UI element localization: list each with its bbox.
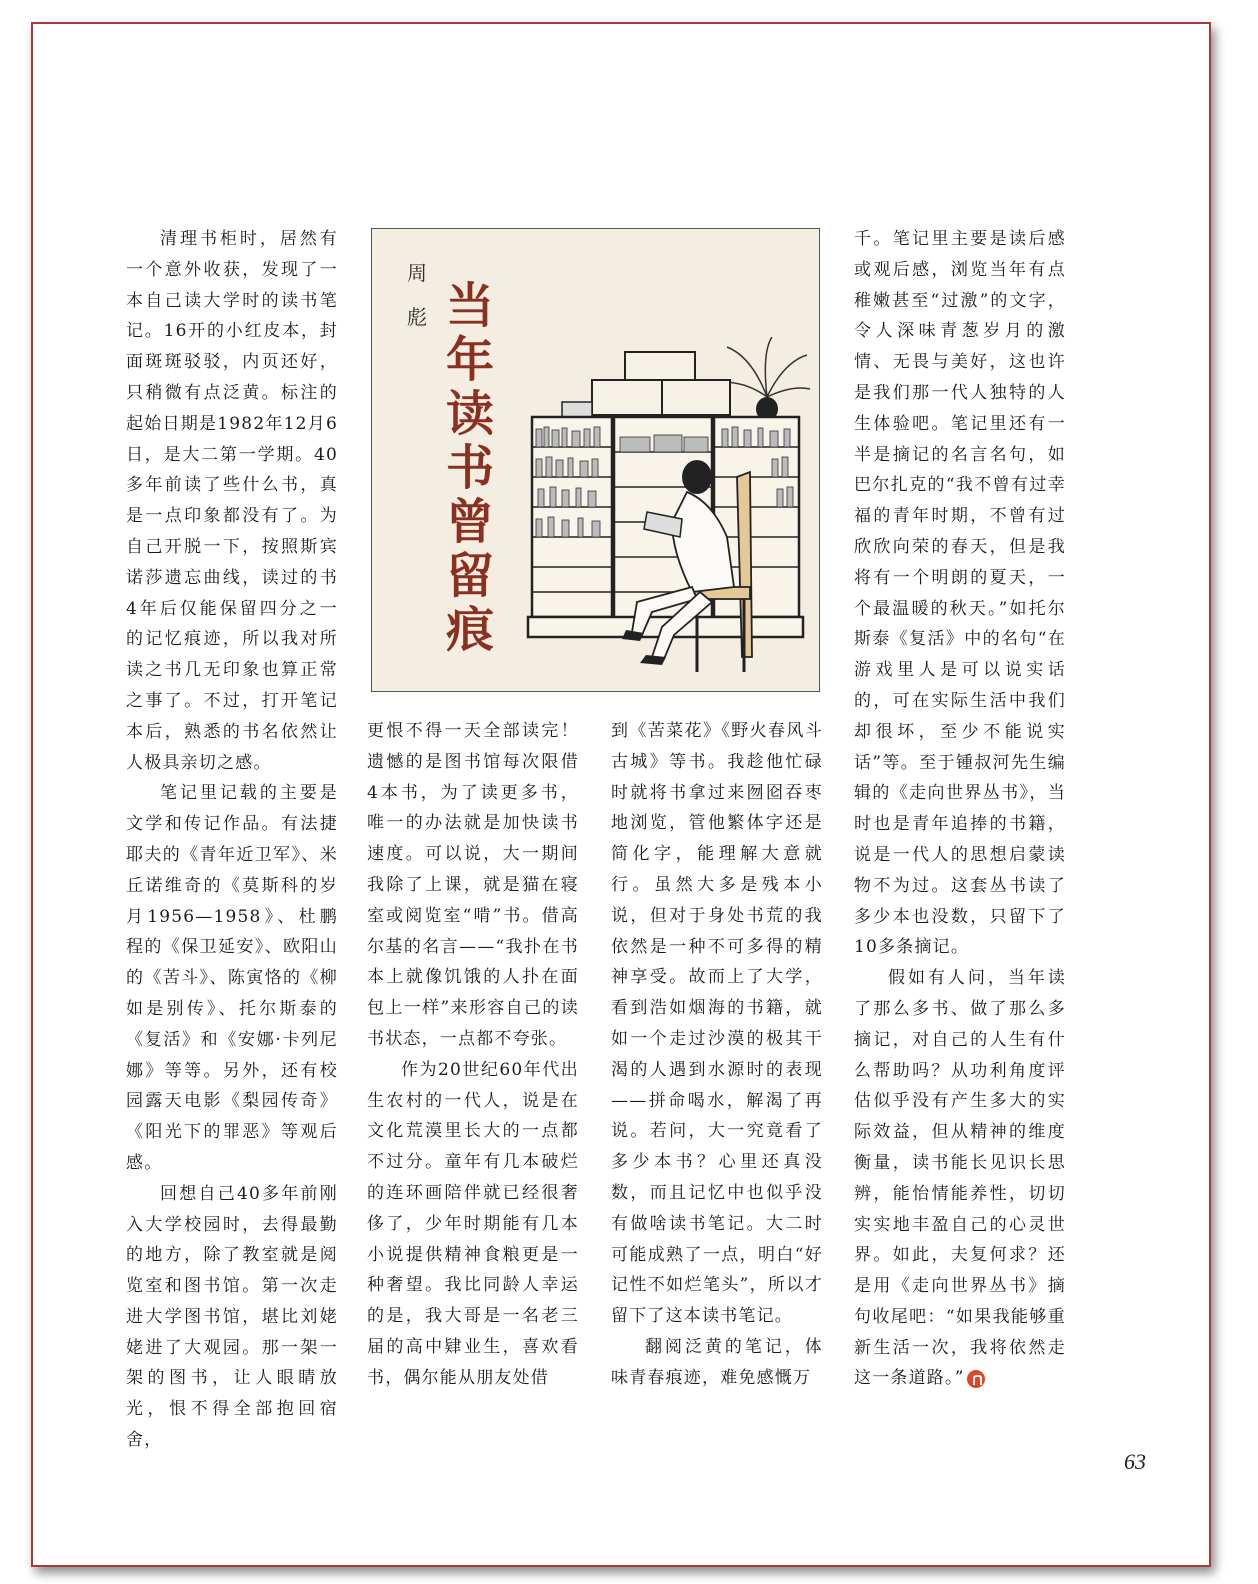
paragraph: 千。笔记里主要是读后感或观后感，浏览当年有点稚嫩甚至“过激”的文字，令人深味青葱岁月的激情、无畏与美好，这也许是我们那一代人独特的人生体验吧。笔记里还有一半是摘记的名言名句，如巴尔扎克的“我不曾有过幸福的青年时期，不曾有过欣欣向荣的春天，但是我将有一个明朗的夏天，一个最温暖的秋天。”如托尔斯泰《复活》中的名句“在游戏里人是可以说实话的，可在实际生活中我们却很坏，至少不能说实话”等。至于锺叔河先生编辑的《走向世界丛书》，当时也是青年追捧的书籍，说是一代人的思想启蒙读物不为过。这套丛书读了多少本也没数，只留下了10多条摘记。 (854, 229, 1066, 958)
article-title: 当 年 读 书 曾 留 痕 (445, 278, 494, 658)
paragraph: 作为20世纪60年代出生农村的一代人，说是在文化荒漠里长大的一点都不过分。童年有几本破烂的连环画陪伴就已经很奢侈了，少年时期能有几本小说提供精神食粮更是一种奢望。我比同龄人幸运的是，我大哥是一名老三届的高中肄业生，喜欢看书，偶尔能从朋友处借 (367, 1059, 579, 1388)
title-illustration (371, 228, 820, 692)
paragraph: 清理书柜时，居然有一个意外收获，发现了一本自己读大学时的读书笔记。16开的小红皮本，封面斑斑驳驳，内页还好，只稍微有点泛黄。标注的起始日期是1982年12月6日，是大二第一学期。40多年前读了些什么书，真是一点印象都没有了。为自己开脱一下，按照斯宾诺莎遗忘曲线，读过的书4年后仅能保留四分之一的记忆痕迹，所以我对所读之书几无印象也算正常之事了。不过，打开笔记本后，熟悉的书名依然让人极具亲切之感。 (126, 229, 338, 773)
text-column-3 (611, 716, 823, 1394)
text-column-4 (854, 224, 1066, 1394)
reading-man-bookshelf-drawing (522, 337, 812, 677)
page-number: 63 (1124, 1449, 1146, 1474)
paragraph: 到《苦菜花》《野火春风斗古城》等书。我趁他忙碌时就将书拿过来囫囵吞枣地浏览，管他繁体字还是简化字，能理解大意就行。虽然大多是残本小说，但对于身处书荒的我依然是一种不可多得的精神享受。故而上了大学，看到浩如烟海的书籍，就如一个走过沙漠的极其干渴的人遇到水源时的表现——拼命喝水，解渴了再说。若问，大一究竟看了多少本书？心里还真没数，而且记忆中也似乎没有做啥读书笔记。大二时可能成熟了一点，明白“好记性不如烂笔头”，所以才留下了这本读书笔记。 (611, 721, 823, 1327)
paragraph: 回想自己40多年前刚入大学校园时，去得最勤的地方，除了教室就是阅览室和图书馆。第一次走进大学图书馆，堪比刘姥姥进了大观园。那一架一架的图书，让人眼睛放光，恨不得全部抱回宿舍， (126, 1183, 338, 1451)
author-name: 周 彪 (407, 261, 427, 329)
end-of-article-icon (967, 1370, 985, 1388)
paragraph: 笔记里记载的主要是文学和传记作品。有法捷耶夫的《青年近卫军》、米丘诺维奇的《莫斯科的岁月1956—1958》、杜鹏程的《保卫延安》、欧阳山的《苦斗》、陈寅恪的《柳如是别传》、托尔斯泰的《复活》和《安娜·卡列尼娜》等等。另外，还有校园露天电影《梨园传奇》《阳光下的罪恶》等观后感。 (126, 783, 338, 1173)
paragraph-text: 假如有人问，当年读了那么多书、做了那么多摘记，对自己的人生有什么帮助吗？从功利角度评估似乎没有产生多大的实际效益，但从精神的维度衡量，读书能长见识长思辨，能怡情能养性，切切实实地丰盈自己的心灵世界。如此，夫复何求？还是用《走向世界丛书》摘句收尾吧：“如果我能够重新生活一次，我将依然走这一条道路。” (854, 968, 1066, 1389)
paragraph: 更恨不得一天全部读完！遗憾的是图书馆每次限借4本书，为了读更多书，唯一的办法就是加快读书速度。可以说，大一期间我除了上课，就是猫在寝室或阅览室“啃”书。借高尔基的名言——“我扑在书本上就像饥饿的人扑在面包上一样”来形容自己的读书状态，一点都不夸张。 (367, 721, 579, 1049)
paragraph: 翻阅泛黄的笔记，体味青春痕迹，难免感慨万 (611, 1336, 823, 1388)
paragraph (854, 963, 1066, 1394)
text-column-2 (367, 716, 579, 1394)
text-column-1 (126, 224, 338, 1456)
